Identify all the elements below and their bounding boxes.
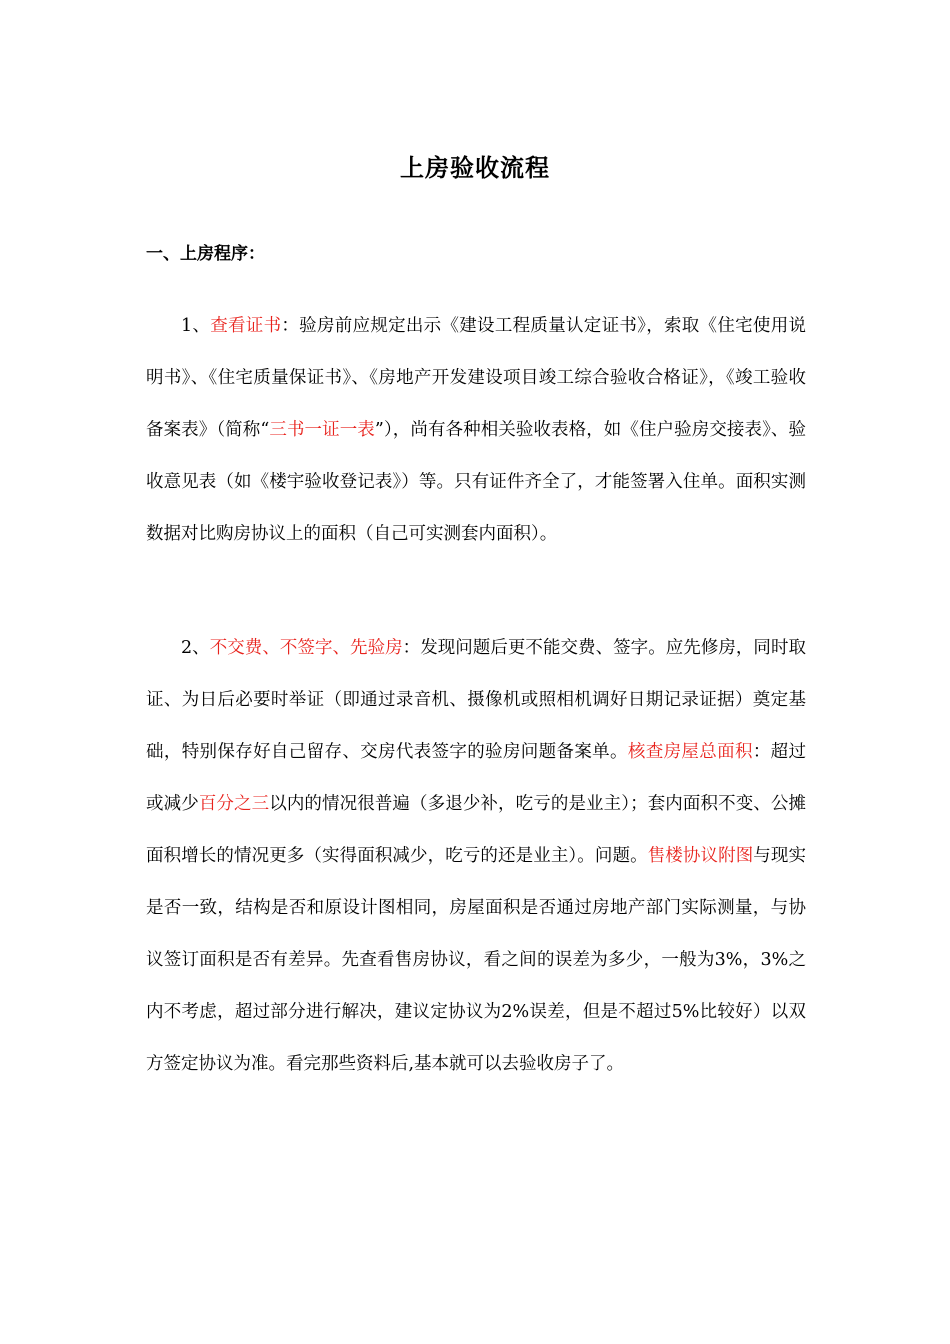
paragraph-2-text-b: ：超过或减少: [146, 742, 807, 814]
highlight-no-fee-no-sign: 不交费、不签字、先验房: [209, 638, 403, 658]
paragraph-2-text-end: 与现实是否一致，结构是否和原设计图相同，房屋面积是否通过房地产部门实际测量，与协议签订面积是否有差异。先查看售房协议，看之间的误差为多少，一般为3%，3%之内不考虑，超过部分进行解决，建议定协议为2%误差，但是不超过5%比较好）以双方签定协议为准。看完那些资料后,基本就可以去验收房子了。: [146, 846, 806, 1074]
paragraph-1-text: ：验房前应规定出示《建设工程质量认定证书》，索取《住宅使用说明书》、《住宅质量保证书》、《房地产开发建设项目竣工综合验收合格证》，《竣工验收备案表》（简称“: [146, 316, 806, 440]
paragraph-1: [146, 300, 806, 560]
paragraph-1-text-end: ”），尚有各种相关验收表格，如《住户验房交接表》、验收意见表（如《楼宇验收登记表》）等。只有证件齐全了，才能签署入住单。面积实测数据对比购房协议上的面积（自己可实测套内面积）。: [146, 420, 806, 544]
paragraph-1-number: 1、: [181, 316, 211, 336]
section-heading: 一、上房程序：: [146, 244, 265, 264]
highlight-sales-agreement-drawing: 售楼协议附图: [647, 846, 754, 866]
paragraph-2: [146, 622, 806, 1090]
paragraph-2-text-c: 以内的情况很普遍（多退少补，吃亏的是业主）；套内面积不变、公摊面积增长的情况更多（实得面积减少，吃亏的还是业主）。问题。: [146, 794, 807, 866]
paragraph-2-number: 2、: [181, 638, 210, 658]
highlight-three-books: 三书一证一表: [269, 420, 375, 440]
highlight-three-percent: 百分之三: [198, 794, 270, 814]
paragraph-2-text: ：发现问题后更不能交费、签字。应先修房，同时取证、为日后必要时举证（即通过录音机、摄像机或照相机调好日期记录证据）奠定基础，特别保存好自己留存、交房代表签字的验房问题备案单。: [146, 638, 807, 762]
highlight-check-total-area: 核查房屋总面积: [627, 742, 753, 762]
page-title: 上房验收流程: [400, 154, 550, 182]
highlight-check-certificates: 查看证书: [210, 316, 282, 336]
